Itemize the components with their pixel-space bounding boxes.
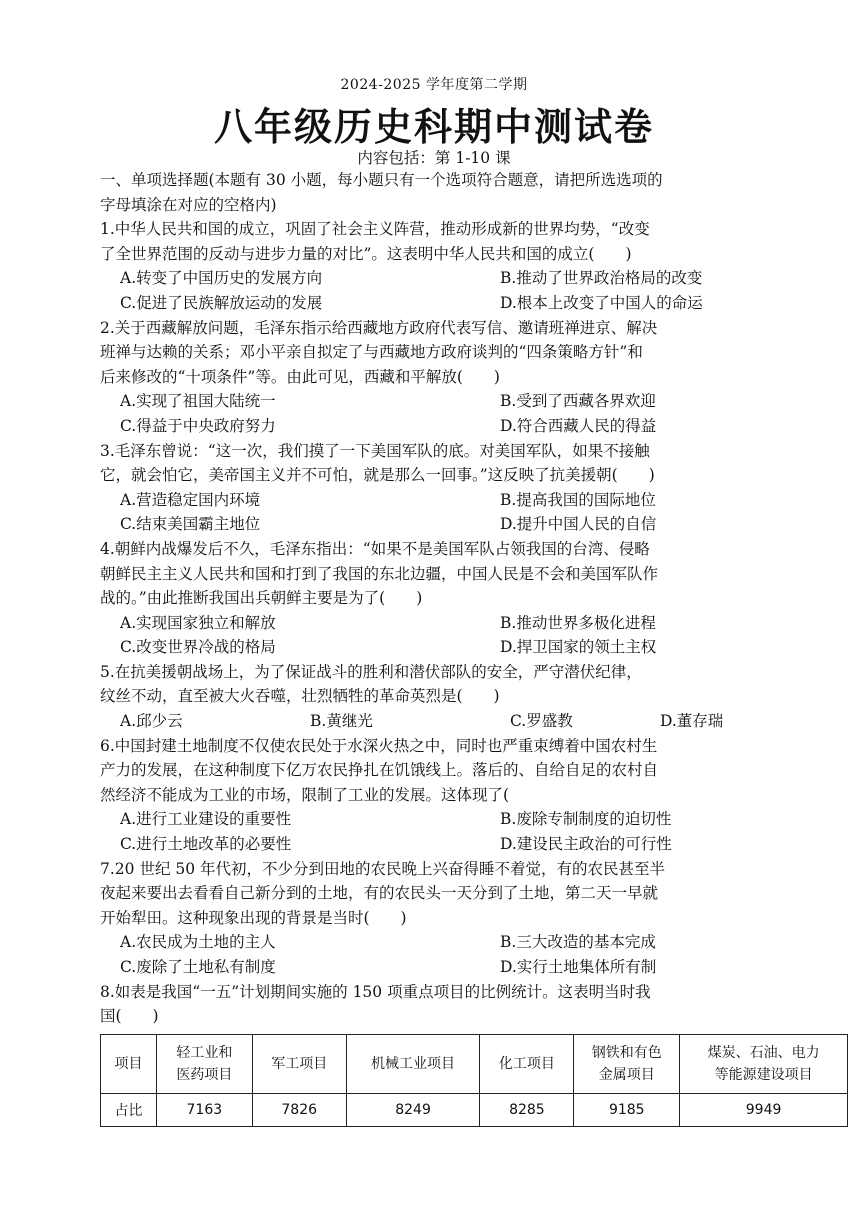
section-heading: 一、单项选择题(本题有 30 小题，每小题只有一个选项符合题意，请把所选选项的 — [100, 171, 663, 189]
answer-option[interactable]: A.进行工业建设的重要性 — [120, 810, 292, 829]
option-row — [100, 488, 850, 513]
table-cell: 7826 — [252, 1094, 346, 1127]
answer-option[interactable]: B.黄继光 — [310, 712, 373, 731]
table-row — [101, 1094, 848, 1127]
answer-option[interactable]: B.三大改造的基本完成 — [500, 933, 656, 952]
option-row — [100, 389, 850, 414]
section-heading-cont: 字母填涂在对应的空格内) — [100, 195, 277, 214]
option-row — [100, 709, 850, 734]
question-content — [100, 168, 850, 1029]
answer-option[interactable]: B.提高我国的国际地位 — [500, 490, 656, 509]
question-7 — [100, 857, 850, 980]
table-header-cell: 钢铁和有色 金属项目 — [574, 1035, 680, 1094]
table-header-cell: 轻工业和 医药项目 — [156, 1035, 252, 1094]
answer-option[interactable]: C.改变世界冷战的格局 — [120, 638, 276, 657]
answer-option[interactable]: C.促进了民族解放运动的发展 — [120, 293, 323, 312]
answer-option[interactable]: D.捍卫国家的领土主权 — [500, 638, 657, 657]
answer-option[interactable]: D.提升中国人民的自信 — [500, 515, 657, 534]
answer-option[interactable]: D.董存瑞 — [660, 712, 724, 731]
table-cell: 9949 — [680, 1094, 848, 1127]
question-5 — [100, 660, 850, 734]
table-row-label: 占比 — [101, 1094, 157, 1127]
question-stem-line: 6.中国封建土地制度不仅使农民处于水深火热之中，同时也严重束缚着中国农村生 — [100, 736, 658, 755]
question-stem-line: 7.20 世纪 50 年代初，不少分到田地的农民晚上兴奋得睡不着觉，有的农民甚至半 — [100, 859, 666, 878]
question-stem-line: 战的。”由此推断我国出兵朝鲜主要是为了( ) — [100, 589, 423, 608]
table-cell: 8285 — [480, 1094, 574, 1127]
question-stem-line: 然经济不能成为工业的市场，限制了工业的发展。这体现了( — [100, 785, 510, 804]
answer-option[interactable]: A.营造稳定国内环境 — [120, 490, 261, 509]
question-8 — [100, 980, 850, 1029]
question-stem-line: 了全世界范围的反动与进步力量的对比”。这表明中华人民共和国的成立( ) — [100, 244, 632, 263]
question-stem-line: 8.如表是我国“一五”计划期间实施的 150 项重点项目的比例统计。这表明当时我 — [100, 982, 651, 1001]
answer-option[interactable]: C.进行土地改革的必要性 — [120, 835, 292, 854]
answer-option[interactable]: B.推动了世界政治格局的改变 — [500, 269, 703, 288]
question-6 — [100, 734, 850, 857]
question-stem-line: 班禅与达赖的关系；邓小平亲自拟定了与西藏地方政府谈判的“四条策略方针”和 — [100, 343, 643, 362]
answer-option[interactable]: A.农民成为土地的主人 — [120, 933, 276, 952]
table-header-cell: 军工项目 — [252, 1035, 346, 1094]
answer-option[interactable]: A.实现国家独立和解放 — [120, 613, 276, 632]
content-scope: 内容包括：第 1-10 课 — [357, 149, 511, 167]
table-cell: 9185 — [574, 1094, 680, 1127]
question-stem-line: 国( ) — [100, 1007, 159, 1026]
answer-option[interactable]: D.根本上改变了中国人的命运 — [500, 293, 703, 312]
question-stem-line: 5.在抗美援朝战场上，为了保证战斗的胜利和潜伏部队的安全，严守潜伏纪律， — [100, 662, 642, 681]
answer-option[interactable]: B.废除专制制度的迫切性 — [500, 810, 672, 829]
question-3 — [100, 439, 850, 537]
question-stem-line: 后来修改的“十项条件”等。由此可见，西藏和平解放( ) — [100, 367, 500, 386]
question-stem-line: 1.中华人民共和国的成立，巩固了社会主义阵营，推动形成新的世界均势，“改变 — [100, 220, 650, 239]
answer-option[interactable]: B.推动世界多极化进程 — [500, 613, 656, 632]
answer-option[interactable]: A.实现了祖国大陆统一 — [120, 392, 276, 411]
answer-option[interactable]: C.得益于中央政府努力 — [120, 416, 276, 435]
option-row — [100, 807, 850, 832]
answer-option[interactable]: B.受到了西藏各界欢迎 — [500, 392, 656, 411]
question-stem-line: 开始犁田。这种现象出现的背景是当时( ) — [100, 908, 407, 927]
question-stem-line: 产力的发展，在这种制度下亿万农民挣扎在饥饿线上。落后的、自给自足的农村自 — [100, 761, 659, 780]
option-row — [100, 266, 850, 291]
answer-option[interactable]: C.结束美国霸主地位 — [120, 515, 261, 534]
question-stem-line: 朝鲜民主主义人民共和国和打到了我国的东北边疆，中国人民是不会和美国军队作 — [100, 564, 659, 583]
answer-option[interactable]: D.实行土地集体所有制 — [500, 958, 657, 976]
school-term: 2024-2025 学年度第二学期 — [340, 77, 528, 93]
option-row — [100, 512, 850, 537]
table-cell: 7163 — [156, 1094, 252, 1127]
option-row — [100, 930, 850, 955]
table-header-cell: 化工项目 — [480, 1035, 574, 1094]
answer-option[interactable]: A.邱少云 — [120, 712, 183, 731]
question-list — [100, 217, 850, 1029]
table-header-cell: 机械工业项目 — [346, 1035, 480, 1094]
question-2 — [100, 316, 850, 439]
answer-option[interactable]: D.建设民主政治的可行性 — [500, 835, 672, 854]
option-row — [100, 611, 850, 636]
option-row — [100, 291, 850, 316]
project-ratio-table — [100, 1034, 848, 1127]
page-title: 八年级历史科期中测试卷 — [213, 105, 654, 149]
question-stem-line: 纹丝不动，直至被大火吞噬，壮烈牺牲的革命英烈是( ) — [100, 687, 500, 706]
table-header-cell: 煤炭、石油、电力 等能源建设项目 — [680, 1035, 848, 1094]
option-row — [100, 955, 850, 980]
question-stem-line: 夜起来要出去看看自己新分到的土地，有的农民头一天分到了土地，第二天一早就 — [100, 884, 659, 903]
option-row — [100, 832, 850, 857]
table-header-row — [101, 1035, 848, 1094]
table-cell: 8249 — [346, 1094, 480, 1127]
answer-option[interactable]: D.符合西藏人民的得益 — [500, 416, 657, 435]
answer-option[interactable]: C.废除了土地私有制度 — [120, 958, 276, 976]
answer-option[interactable]: C.罗盛教 — [510, 712, 573, 731]
table-row-label: 项目 — [101, 1035, 157, 1094]
question-4 — [100, 537, 850, 660]
question-stem-line: 它，就会怕它，美帝国主义并不可怕，就是那么一回事。”这反映了抗美援朝( ) — [100, 466, 655, 485]
question-stem-line: 4.朝鲜内战爆发后不久，毛泽东指出：“如果不是美国军队占领我国的台湾、侵略 — [100, 539, 650, 558]
option-row — [100, 635, 850, 660]
question-stem-line: 2.关于西藏解放问题，毛泽东指示给西藏地方政府代表写信、邀请班禅进京、解决 — [100, 318, 658, 337]
question-1 — [100, 217, 850, 315]
answer-option[interactable]: A.转变了中国历史的发展方向 — [120, 269, 323, 288]
question-stem-line: 3.毛泽东曾说：“这一次，我们摸了一下美国军队的底。对美国军队，如果不接触 — [100, 441, 650, 460]
option-row — [100, 414, 850, 439]
